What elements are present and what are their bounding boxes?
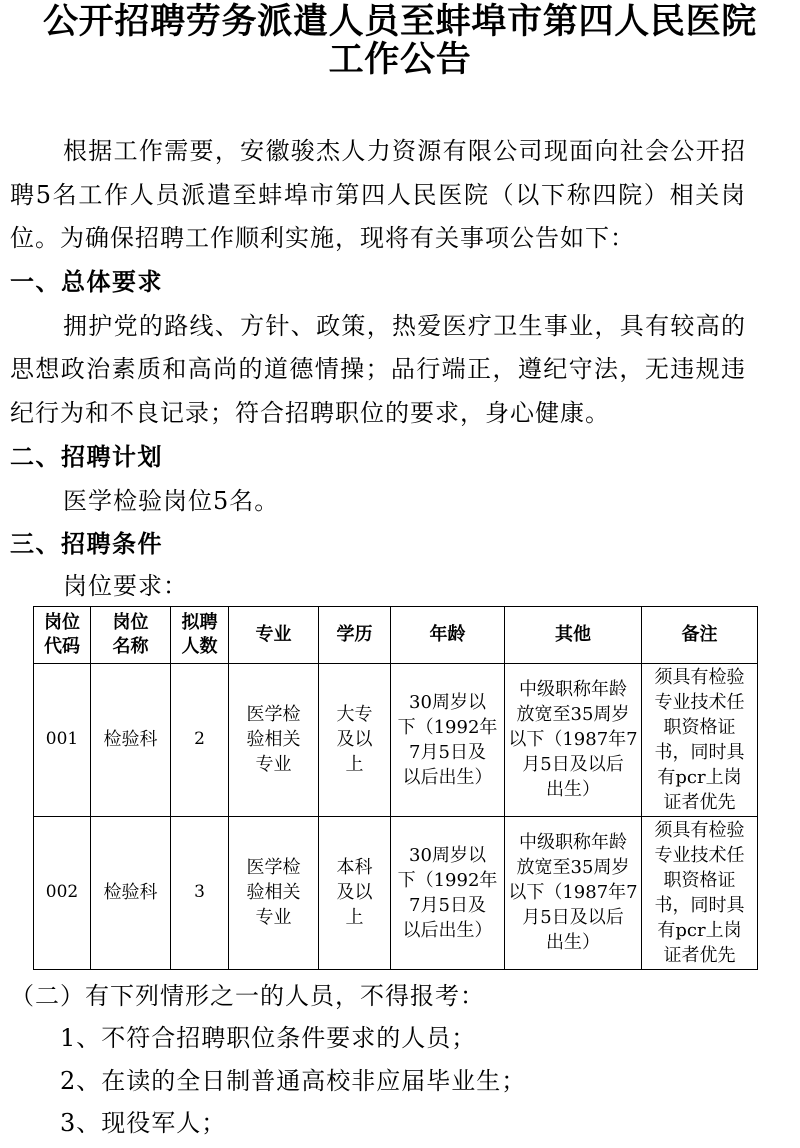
section1-line: 思想政治素质和高尚的道德情操；品行端正，遵纪守法，无违规违 [10,355,745,384]
cell-name: 检验科 [91,816,171,969]
cell-other: 中级职称年龄 放宽至35周岁 以下（1987年7 月5日及以后 出生） [505,816,642,969]
exclusion-item: 1、不符合招聘职位条件要求的人员； [60,1024,477,1053]
cell-age: 30周岁以 下（1992年 7月5日及 以后出生） [391,663,505,816]
cell-remarks: 须具有检验 专业技术任 职资格证 书，同时具 有pcr上岗 证者优先 [642,816,758,969]
section2-text: 医学检验岗位5名。 [63,486,280,515]
cell-major: 医学检 验相关 专业 [229,663,319,816]
document-title [0,3,800,79]
header-code: 岗位 代码 [34,606,91,663]
intro-line: 聘5名工作人员派遣至蚌埠市第四人民医院（以下称四院）相关岗 [10,180,745,209]
table-row [34,663,758,816]
cell-education: 本科 及以 上 [319,816,391,969]
cell-count: 2 [171,663,229,816]
header-name: 岗位 名称 [91,606,171,663]
cell-name: 检验科 [91,663,171,816]
cell-code: 002 [34,816,91,969]
intro-line: 位。为确保招聘工作顺利实施，现将有关事项公告如下： [10,224,635,253]
exclusions-section [10,975,800,1145]
positions-table [33,606,758,970]
exclusions-heading: （二）有下列情形之一的人员，不得报考： [10,981,485,1010]
section1-line: 拥护党的路线、方针、政策，热爱医疗卫生事业，具有较高的 [63,311,745,340]
exclusion-item: 3、现役军人； [60,1109,227,1138]
table-row [34,816,758,969]
document-body [0,130,800,1145]
section3-heading: 三、招聘条件 [10,530,163,559]
header-count: 拟聘 人数 [171,606,229,663]
cell-education: 大专 及以 上 [319,663,391,816]
cell-count: 3 [171,816,229,969]
header-education: 学历 [319,606,391,663]
title-line-1: 公开招聘劳务派遣人员至蚌埠市第四人民医院 [42,1,757,42]
header-age: 年龄 [391,606,505,663]
header-major: 专业 [229,606,319,663]
cell-age: 30周岁以 下（1992年 7月5日及 以后出生） [391,816,505,969]
section1-paragraph [10,305,800,436]
intro-paragraph [10,130,800,261]
cell-major: 医学检 验相关 专业 [229,816,319,969]
title-line-2: 工作公告 [328,39,472,80]
section2-heading: 二、招聘计划 [10,442,163,471]
cell-other: 中级职称年龄 放宽至35周岁 以下（1987年7 月5日及以后 出生） [505,663,642,816]
header-remarks: 备注 [642,606,758,663]
cell-remarks: 须具有检验 专业技术任 职资格证 书，同时具 有pcr上岗 证者优先 [642,663,758,816]
intro-line: 根据工作需要，安徽骏杰人力资源有限公司现面向社会公开招 [63,137,745,165]
section3-subheading: 岗位要求： [63,571,188,600]
section1-line: 纪行为和不良记录；符合招聘职位的要求，身心健康。 [10,399,610,428]
section1-heading: 一、总体要求 [10,268,163,297]
header-other: 其他 [505,606,642,663]
cell-code: 001 [34,663,91,816]
table-header-row [34,606,758,663]
exclusion-item: 2、在读的全日制普通高校非应届毕业生； [60,1066,527,1095]
